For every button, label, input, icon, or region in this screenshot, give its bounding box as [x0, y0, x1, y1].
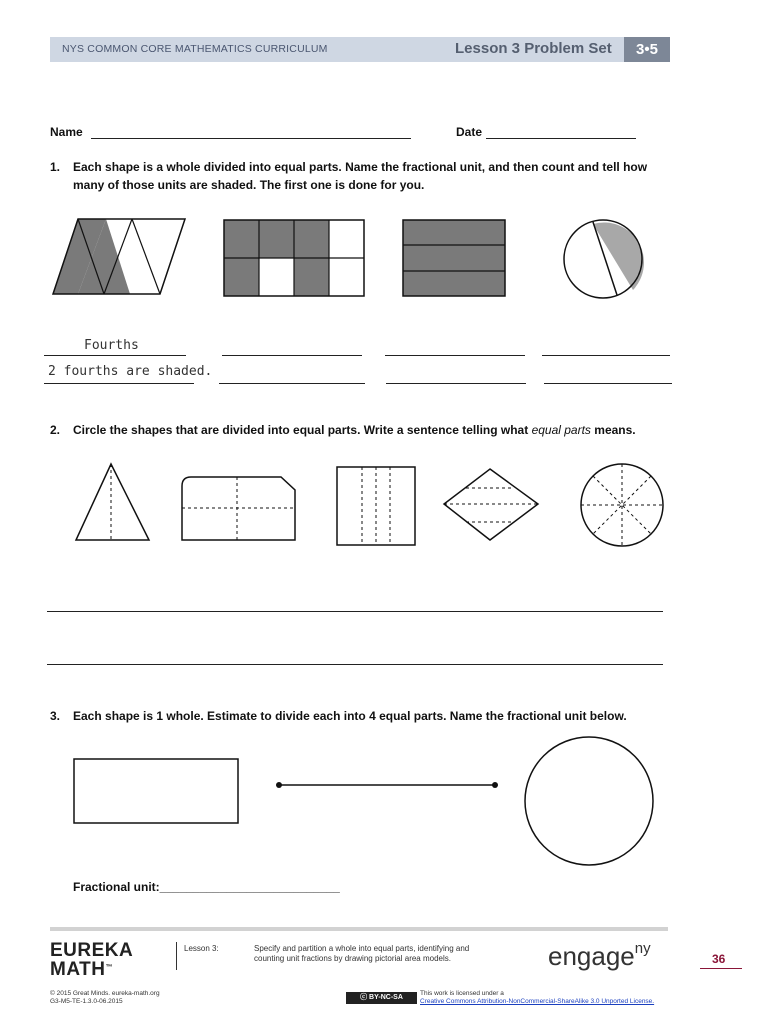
- q3-circle[interactable]: [523, 735, 657, 869]
- q2-shape-square-strips[interactable]: [336, 466, 418, 548]
- engage-text: engage: [548, 941, 635, 971]
- q2-prompt: [73, 421, 673, 439]
- q1-example-unit: Fourths: [84, 338, 139, 353]
- q2-text-italic: equal parts: [531, 423, 591, 437]
- q1-answer-line: [44, 355, 186, 356]
- license-line1: This work is licensed under a: [420, 990, 504, 997]
- q1-shape-thirds: [402, 219, 506, 299]
- license-link[interactable]: Creative Commons Attribution-NonCommercial-ShareAlike 3.0 Unported License.: [420, 998, 655, 1005]
- q1-answer-line[interactable]: [219, 383, 365, 384]
- footer-license: [420, 990, 654, 1006]
- q3-line-segment[interactable]: [275, 780, 501, 790]
- lesson-desc-line1: Specify and partition a whole into equal parts, identifying and: [254, 944, 470, 953]
- q1-answer-line[interactable]: [544, 383, 672, 384]
- q1-answer-line: [44, 383, 194, 384]
- q1-number: 1.: [50, 160, 61, 174]
- q3-prompt: Each shape is 1 whole. Estimate to divide each into 4 equal parts. Name the fractional unit below.: [73, 709, 627, 723]
- q2-text-after: means.: [590, 423, 636, 437]
- q2-shape-triangle[interactable]: [73, 463, 153, 543]
- name-field[interactable]: [91, 138, 411, 139]
- lesson-desc-line2: counting unit fractions by drawing pictorial area models.: [254, 954, 451, 963]
- lesson-badge: 3•5: [624, 37, 670, 62]
- q2-shape-circle-eighths[interactable]: [580, 462, 666, 548]
- q1-prompt: [73, 158, 673, 194]
- cc-icon: ⓒ: [360, 994, 370, 1001]
- q2-number: 2.: [50, 423, 61, 437]
- q1-shape-parallelogram: [50, 218, 190, 298]
- q1-shape-grid: [223, 219, 365, 299]
- eureka-math-logo: [50, 942, 133, 978]
- engage-sup: ny: [634, 940, 651, 957]
- copyright-line2: G3-M5-TE-1.3.0-06.2015: [50, 998, 123, 1005]
- q2-shape-clipped-rect[interactable]: [181, 476, 299, 542]
- q1-text-line2: many of those units are shaded. The first one is done for you.: [73, 178, 425, 192]
- footer-lesson-label: Lesson 3:: [184, 944, 219, 953]
- logo-tm: ™: [105, 964, 113, 971]
- q3-rectangle[interactable]: [73, 758, 241, 826]
- footer-lesson-description: [254, 944, 534, 964]
- page-number: 36: [712, 952, 726, 966]
- logo-math: MATH: [50, 959, 106, 980]
- q2-shape-diamond[interactable]: [442, 468, 542, 542]
- footer-rule: [50, 927, 668, 931]
- cc-license-badge: [346, 992, 417, 1004]
- curriculum-label: NYS COMMON CORE MATHEMATICS CURRICULUM: [62, 43, 328, 55]
- copyright-line1: © 2015 Great Minds. eureka-math.org: [50, 990, 160, 997]
- q2-answer-line[interactable]: [47, 664, 663, 665]
- footer-copyright: [50, 990, 160, 1006]
- logo-line1: EUREKA: [50, 940, 134, 961]
- q1-answer-line[interactable]: [385, 355, 525, 356]
- engageny-logo: [548, 940, 651, 972]
- q3-fractional-unit[interactable]: Fractional unit:___________________________: [73, 880, 340, 894]
- q2-text-before: Circle the shapes that are divided into equal parts. Write a sentence telling what: [73, 423, 532, 437]
- q1-shape-circle-halves: [563, 218, 647, 302]
- date-label: Date: [456, 125, 483, 139]
- page-number-underline: [700, 968, 742, 969]
- q1-answer-line[interactable]: [222, 355, 362, 356]
- footer-divider: [176, 942, 177, 970]
- date-field[interactable]: [486, 138, 636, 139]
- q1-answer-line[interactable]: [542, 355, 670, 356]
- q1-answer-line[interactable]: [386, 383, 526, 384]
- name-label: Name: [50, 125, 83, 139]
- q1-text-line1: Each shape is a whole divided into equal parts. Name the fractional unit, and then count and tell how: [73, 160, 648, 174]
- q1-example-sentence: 2 fourths are shaded.: [48, 364, 213, 379]
- page-title: Lesson 3 Problem Set: [455, 40, 612, 57]
- q2-answer-line[interactable]: [47, 611, 663, 612]
- cc-badge-text: BY-NC-SA: [369, 994, 403, 1001]
- logo-line2: [50, 959, 133, 978]
- q3-number: 3.: [50, 709, 61, 723]
